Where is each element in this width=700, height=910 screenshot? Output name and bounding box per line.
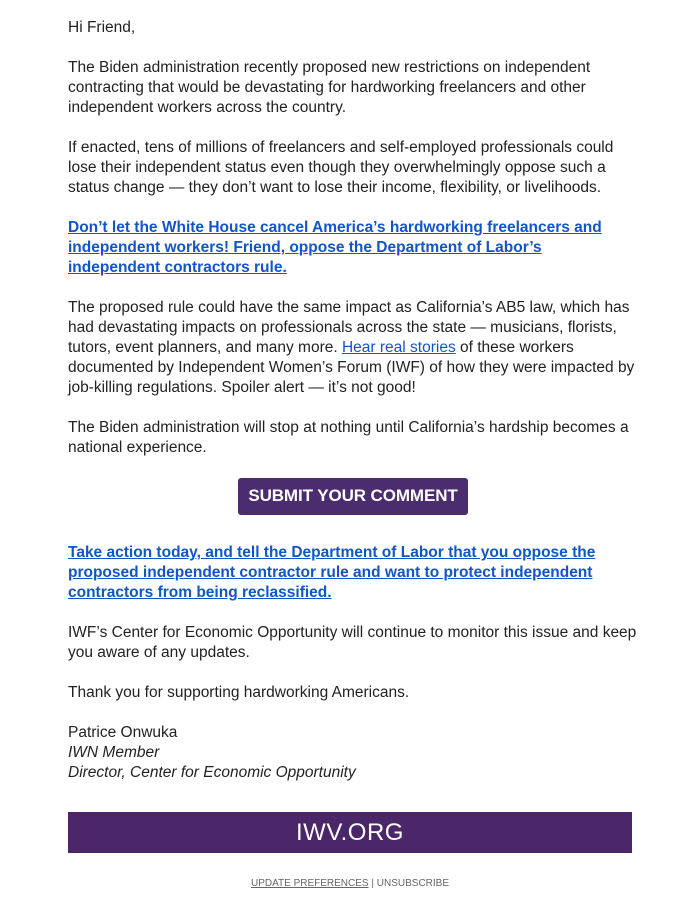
paragraph-ab5 [68, 298, 638, 398]
greeting: Hi Friend, [68, 19, 136, 36]
oppose-rule-link[interactable]: Don’t let the White House cancel America’s hardworking freelancers and independent workers! Friend, oppose the Department of Labor’s independent contractors rule. [68, 219, 602, 276]
iwv-banner[interactable] [68, 812, 632, 853]
hear-real-stories-link[interactable]: Hear real stories [341, 339, 456, 356]
ab5-text-after: of these workers documented by Independent Women’s Forum (IWF) of how they were impacted by job-killing regulations. Spoiler alert — it’s not good! [68, 339, 635, 396]
email-footer [0, 878, 700, 889]
paragraph-monitor: IWF’s Center for Economic Opportunity will continue to monitor this issue and keep you aware of any updates. [68, 624, 637, 661]
take-action-paragraph [68, 543, 638, 603]
unsubscribe-link[interactable]: UNSUBSCRIBE [376, 878, 450, 889]
footer-separator: | [371, 878, 374, 889]
update-preferences-link[interactable]: UPDATE PREFERENCES [250, 878, 369, 889]
signature-role-director: Director, Center for Economic Opportunity [68, 764, 356, 781]
submit-comment-button[interactable]: SUBMIT YOUR COMMENT [238, 478, 467, 515]
signature-name: Patrice Onwuka [68, 724, 178, 741]
paragraph-thanks: Thank you for supporting hardworking Americans. [68, 684, 410, 701]
take-action-link[interactable]: Take action today, and tell the Department of Labor that you oppose the proposed independent contractor rule and want to protect independent contractors from being reclassified. [68, 544, 596, 601]
oppose-rule-paragraph [68, 218, 638, 278]
email-body [68, 18, 638, 783]
ab5-text-before: The proposed rule could have the same impact as California’s AB5 law, which has had devastating impacts on professionals across the state — musicians, florists, tutors, event planners, and many more. [68, 299, 630, 356]
banner-label: IWV.ORG [296, 819, 404, 846]
cta-container [68, 478, 638, 515]
paragraph-impact: If enacted, tens of millions of freelancers and self-employed professionals could lose their independent status even though they overwhelmingly oppose such a status change — they don’t want to lose their income, flexibility, or livelihoods. [68, 139, 614, 196]
paragraph-intro: The Biden administration recently proposed new restrictions on independent contracting that would be devastating for hardworking freelancers and other independent workers across the country. [68, 59, 591, 116]
signature-role-member: IWN Member [68, 744, 160, 761]
signature-block [68, 723, 638, 783]
paragraph-hardship: The Biden administration will stop at nothing until California’s hardship becomes a national experience. [68, 419, 629, 456]
